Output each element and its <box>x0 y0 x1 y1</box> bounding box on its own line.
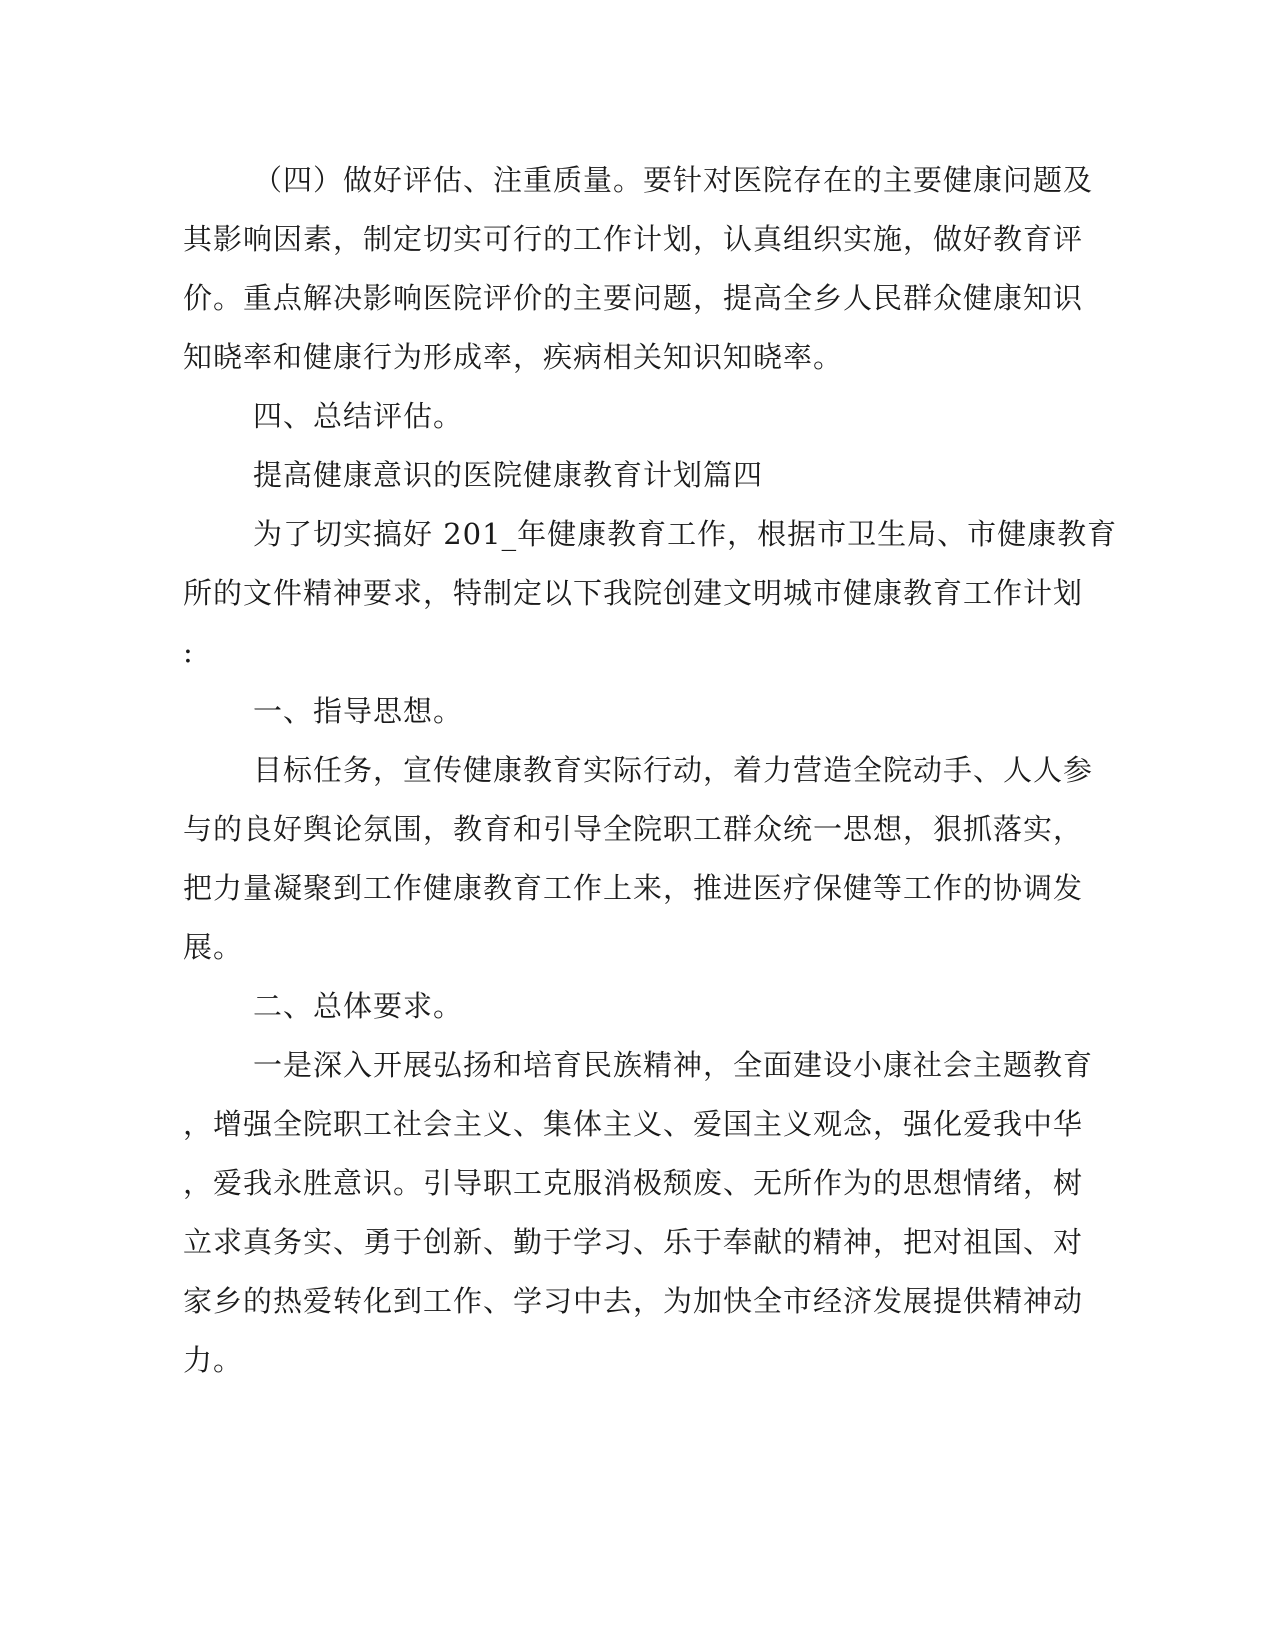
section-heading: 四、总结评估。 <box>253 399 464 433</box>
paragraph-line: 立求真务实、勇于创新、勤于学习、乐于奉献的精神，把对祖国、对 <box>183 1225 1084 1259</box>
paragraph-line: 一是深入开展弘扬和培育民族精神，全面建设小康社会主题教育 <box>253 1048 1094 1082</box>
paragraph-line: 力。 <box>183 1343 244 1377</box>
paragraph-line: 把力量凝聚到工作健康教育工作上来，推进医疗保健等工作的协调发 <box>183 871 1084 905</box>
section-heading: 二、总体要求。 <box>253 989 464 1023</box>
paragraph-line: 其影响因素，制定切实可行的工作计划，认真组织实施，做好教育评 <box>183 222 1084 256</box>
paragraph-line: 家乡的热爱转化到工作、学习中去，为加快全市经济发展提供精神动 <box>183 1284 1084 1318</box>
paragraph-line: 展。 <box>183 930 244 964</box>
paragraph-line: （四）做好评估、注重质量。要针对医院存在的主要健康问题及 <box>253 163 1094 197</box>
paragraph-line: ，爱我永胜意识。引导职工克服消极颓废、无所作为的思想情绪，树 <box>183 1166 1084 1200</box>
section-heading: 一、指导思想。 <box>253 694 464 728</box>
paragraph-line: ，增强全院职工社会主义、集体主义、爱国主义观念，强化爱我中华 <box>183 1107 1084 1141</box>
paragraph-line: 与的良好舆论氛围，教育和引导全院职工群众统一思想，狠抓落实， <box>183 812 1084 846</box>
paragraph-line: 为了切实搞好 201_年健康教育工作，根据市卫生局、市健康教育 <box>253 517 1118 551</box>
paragraph-line: 知晓率和健康行为形成率，疾病相关知识知晓率。 <box>183 340 844 374</box>
paragraph-line: 目标任务，宣传健康教育实际行动，着力营造全院动手、人人参 <box>253 753 1094 787</box>
document-title: 提高健康意识的医院健康教育计划篇四 <box>253 458 764 492</box>
paragraph-line: : <box>183 635 194 669</box>
paragraph-line: 价。重点解决影响医院评价的主要问题，提高全乡人民群众健康知识 <box>183 281 1084 315</box>
paragraph-line: 所的文件精神要求，特制定以下我院创建文明城市健康教育工作计划 <box>183 576 1084 610</box>
